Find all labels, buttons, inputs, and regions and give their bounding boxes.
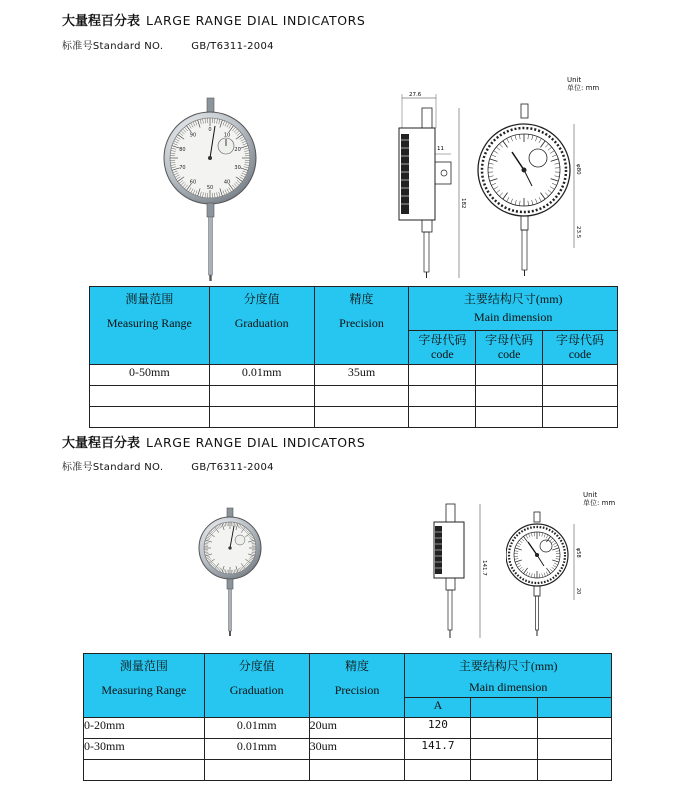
section1-standard xyxy=(62,37,274,52)
section2-unit xyxy=(583,491,615,507)
dial-tick xyxy=(546,572,548,576)
dial-tick xyxy=(518,565,521,567)
dial-tick xyxy=(548,190,552,193)
dim-182: 182 xyxy=(460,198,466,209)
cell xyxy=(471,718,538,739)
dial-tick xyxy=(554,176,559,177)
dial-number: 70 xyxy=(179,164,186,171)
dial-tick xyxy=(516,563,520,565)
dial-tick xyxy=(552,560,559,562)
cell xyxy=(476,365,543,386)
section1-unit-cn: 单位: mm xyxy=(567,84,600,92)
cell xyxy=(538,739,612,760)
cell: 0.01mm xyxy=(204,718,309,739)
section2-standard xyxy=(62,458,274,473)
dial-tick xyxy=(539,574,540,578)
section2-title-cn: 大量程百分表 xyxy=(62,436,141,451)
dial-tick xyxy=(545,144,548,148)
dial-tick xyxy=(550,538,553,541)
dial-tick xyxy=(540,193,545,199)
dial-tick xyxy=(515,135,516,140)
dial-number: 50 xyxy=(206,185,214,191)
dial-tick xyxy=(516,545,520,547)
cell: 0.01mm xyxy=(209,365,314,386)
section2-drawing-side xyxy=(428,498,498,648)
dial-tick xyxy=(542,533,543,537)
dial-tick xyxy=(554,563,558,565)
col-measuring-range: 测量范围 Measuring Range xyxy=(84,654,205,718)
col-graduation: 分度值 Graduation xyxy=(209,287,314,365)
dial-tick xyxy=(507,197,509,201)
dial-tick xyxy=(535,137,537,142)
cell: 0-50mm xyxy=(90,365,210,386)
dial-tick xyxy=(554,163,559,164)
section2-unit-en: Unit xyxy=(583,491,598,499)
dial-tick xyxy=(529,573,530,577)
col-precision: 精度 Precision xyxy=(309,654,405,718)
section2-title xyxy=(62,432,365,451)
section1-spec-table xyxy=(89,286,618,428)
dial-tick xyxy=(540,141,545,147)
cell xyxy=(543,386,618,407)
section2-indicator-photo xyxy=(196,506,266,642)
dial-tick xyxy=(526,535,528,539)
dial-tick xyxy=(551,159,559,161)
dial-tick xyxy=(546,535,548,539)
dial-tick xyxy=(539,532,540,536)
dial-tick xyxy=(489,163,494,164)
cell: 20um xyxy=(309,718,405,739)
dial-tick xyxy=(528,134,529,139)
dial-tick xyxy=(542,573,543,577)
dim-phi80: φ80 xyxy=(575,164,581,175)
code-cell: 字母代码 code xyxy=(409,331,476,365)
cell xyxy=(204,760,309,781)
dial-tick xyxy=(507,138,509,142)
dial-tick xyxy=(534,532,535,536)
dim-141-7: 141.7 xyxy=(481,560,487,576)
section1-standard-value: GB/T6311-2004 xyxy=(191,41,274,52)
cell xyxy=(471,739,538,760)
dial-tick xyxy=(515,560,522,562)
cell xyxy=(90,386,210,407)
dial-tick xyxy=(511,137,513,142)
cell xyxy=(476,386,543,407)
dim-11: 11 xyxy=(437,146,444,152)
dial-tick xyxy=(503,193,508,199)
code-cell: 字母代码 code xyxy=(543,331,618,365)
col-main-dimension: 主要结构尺寸(mm) Main dimension xyxy=(405,654,612,698)
cell xyxy=(209,407,314,428)
dial-tick xyxy=(499,144,502,148)
dial-tick xyxy=(523,536,527,542)
table-row xyxy=(90,386,618,407)
dial-tick xyxy=(511,199,513,204)
dial-tick xyxy=(550,569,553,572)
dial-tick xyxy=(539,197,541,201)
cell xyxy=(538,760,612,781)
dial-tick xyxy=(545,193,548,197)
dial-tick xyxy=(490,179,498,181)
cell: 0-30mm xyxy=(84,739,205,760)
dial-tick xyxy=(553,543,556,545)
code-cell: 字母代码 code xyxy=(476,331,543,365)
dial-tick xyxy=(519,567,522,570)
cell: 141.7 xyxy=(405,739,471,760)
dial-tick xyxy=(554,545,558,547)
dim-23-5: 23.5 xyxy=(575,226,581,239)
dim-phi58: φ58 xyxy=(575,548,581,558)
cell xyxy=(84,760,205,781)
table-row xyxy=(84,718,612,739)
section2-standard-value: GB/T6311-2004 xyxy=(191,462,274,473)
section1-drawing-front xyxy=(476,100,596,280)
section2-unit-cn: 单位: mm xyxy=(583,499,616,507)
table-row xyxy=(84,760,612,781)
dial-tick xyxy=(514,559,518,560)
section2-standard-label: 标准号Standard NO. xyxy=(62,462,164,473)
cell xyxy=(471,760,538,781)
section1-standard-label: 标准号Standard NO. xyxy=(62,41,164,52)
dim-cell xyxy=(471,698,538,718)
col-measuring-range: 测量范围 Measuring Range xyxy=(90,287,210,365)
dial-tick xyxy=(556,551,560,552)
cell: 35um xyxy=(314,365,409,386)
col-graduation: 分度值 Graduation xyxy=(204,654,309,718)
dial-tick xyxy=(544,573,545,577)
col-main-dimension: 主要结构尺寸(mm) Main dimension xyxy=(409,287,618,331)
section1-unit-en: Unit xyxy=(567,76,582,84)
dial-tick xyxy=(546,568,550,574)
dim-27-6: 27.6 xyxy=(409,92,422,98)
cell xyxy=(538,718,612,739)
section1-title-en: LARGE RANGE DIAL INDICATORS xyxy=(146,13,366,28)
dial-tick xyxy=(552,548,559,550)
table-row xyxy=(90,407,618,428)
section2-title-en: LARGE RANGE DIAL INDICATORS xyxy=(146,435,366,450)
dial-number: 30 xyxy=(234,164,241,171)
dial-tick xyxy=(531,573,532,577)
dial-tick xyxy=(519,201,520,206)
dial-tick xyxy=(515,200,516,205)
dim-20: 20 xyxy=(575,588,581,595)
cell xyxy=(409,407,476,428)
dial-tick xyxy=(491,155,496,157)
dial-tick xyxy=(518,543,521,545)
cell xyxy=(543,365,618,386)
section1-title-cn: 大量程百分表 xyxy=(62,14,141,29)
cell: 0-20mm xyxy=(84,718,205,739)
dial-tick xyxy=(552,155,557,157)
cell xyxy=(314,407,409,428)
dial-number: 0 xyxy=(208,127,212,133)
section1-drawing-side xyxy=(393,88,473,288)
dial-tick xyxy=(490,159,498,161)
dial-number: 40 xyxy=(223,179,231,186)
dial-tick xyxy=(551,179,559,181)
dial-tick xyxy=(548,147,552,150)
dial-tick xyxy=(552,540,555,543)
dim-cell xyxy=(538,698,612,718)
dial-number: 60 xyxy=(189,179,197,186)
dim-a-cell: A xyxy=(405,698,471,718)
cell xyxy=(209,386,314,407)
dial-tick xyxy=(491,183,496,185)
section1-title xyxy=(62,10,365,29)
dial-tick xyxy=(503,141,508,147)
dial-tick xyxy=(532,200,533,205)
dial-tick xyxy=(552,567,555,570)
dial-tick xyxy=(544,534,545,538)
section2-spec-table xyxy=(83,653,612,781)
cell: 0.01mm xyxy=(204,739,309,760)
cell xyxy=(90,407,210,428)
cell xyxy=(314,386,409,407)
cell xyxy=(409,386,476,407)
cell xyxy=(405,760,471,781)
dial-number: 20 xyxy=(234,147,241,154)
dial-tick xyxy=(521,538,524,541)
cell xyxy=(309,760,405,781)
dial-tick xyxy=(531,533,532,537)
dial-tick xyxy=(489,176,494,177)
section1-unit xyxy=(567,76,599,92)
cell xyxy=(543,407,618,428)
cell: 30um xyxy=(309,739,405,760)
dial-tick xyxy=(535,199,537,204)
dial-number: 10 xyxy=(223,132,231,139)
dial-tick xyxy=(521,569,524,572)
col-precision: 精度 Precision xyxy=(314,287,409,365)
dial-tick xyxy=(550,151,554,154)
section2-drawing-front xyxy=(506,510,586,646)
dial-tick xyxy=(494,151,498,154)
dial-tick xyxy=(519,134,520,139)
table-row xyxy=(90,365,618,386)
dial-tick xyxy=(528,201,529,206)
cell xyxy=(476,407,543,428)
dial-tick xyxy=(550,187,554,190)
dial-tick xyxy=(526,572,528,576)
dial-tick xyxy=(494,187,498,190)
dial-tick xyxy=(514,551,518,552)
dial-tick xyxy=(539,138,541,142)
dial-number: 80 xyxy=(179,147,186,154)
dial-tick xyxy=(523,568,527,574)
dial-tick xyxy=(499,193,502,197)
cell xyxy=(409,365,476,386)
dial-tick xyxy=(529,534,530,538)
dial-tick xyxy=(534,574,535,578)
dial-tick xyxy=(496,190,500,193)
dial-tick xyxy=(515,548,522,550)
dial-tick xyxy=(552,183,557,185)
dial-tick xyxy=(553,565,556,567)
dial-tick xyxy=(519,540,522,543)
cell: 120 xyxy=(405,718,471,739)
dial-tick xyxy=(532,135,533,140)
table-row xyxy=(84,739,612,760)
dial-tick xyxy=(556,559,560,560)
dial-number: 90 xyxy=(189,132,197,139)
dial-tick xyxy=(496,147,500,150)
section1-indicator-photo xyxy=(160,96,260,282)
